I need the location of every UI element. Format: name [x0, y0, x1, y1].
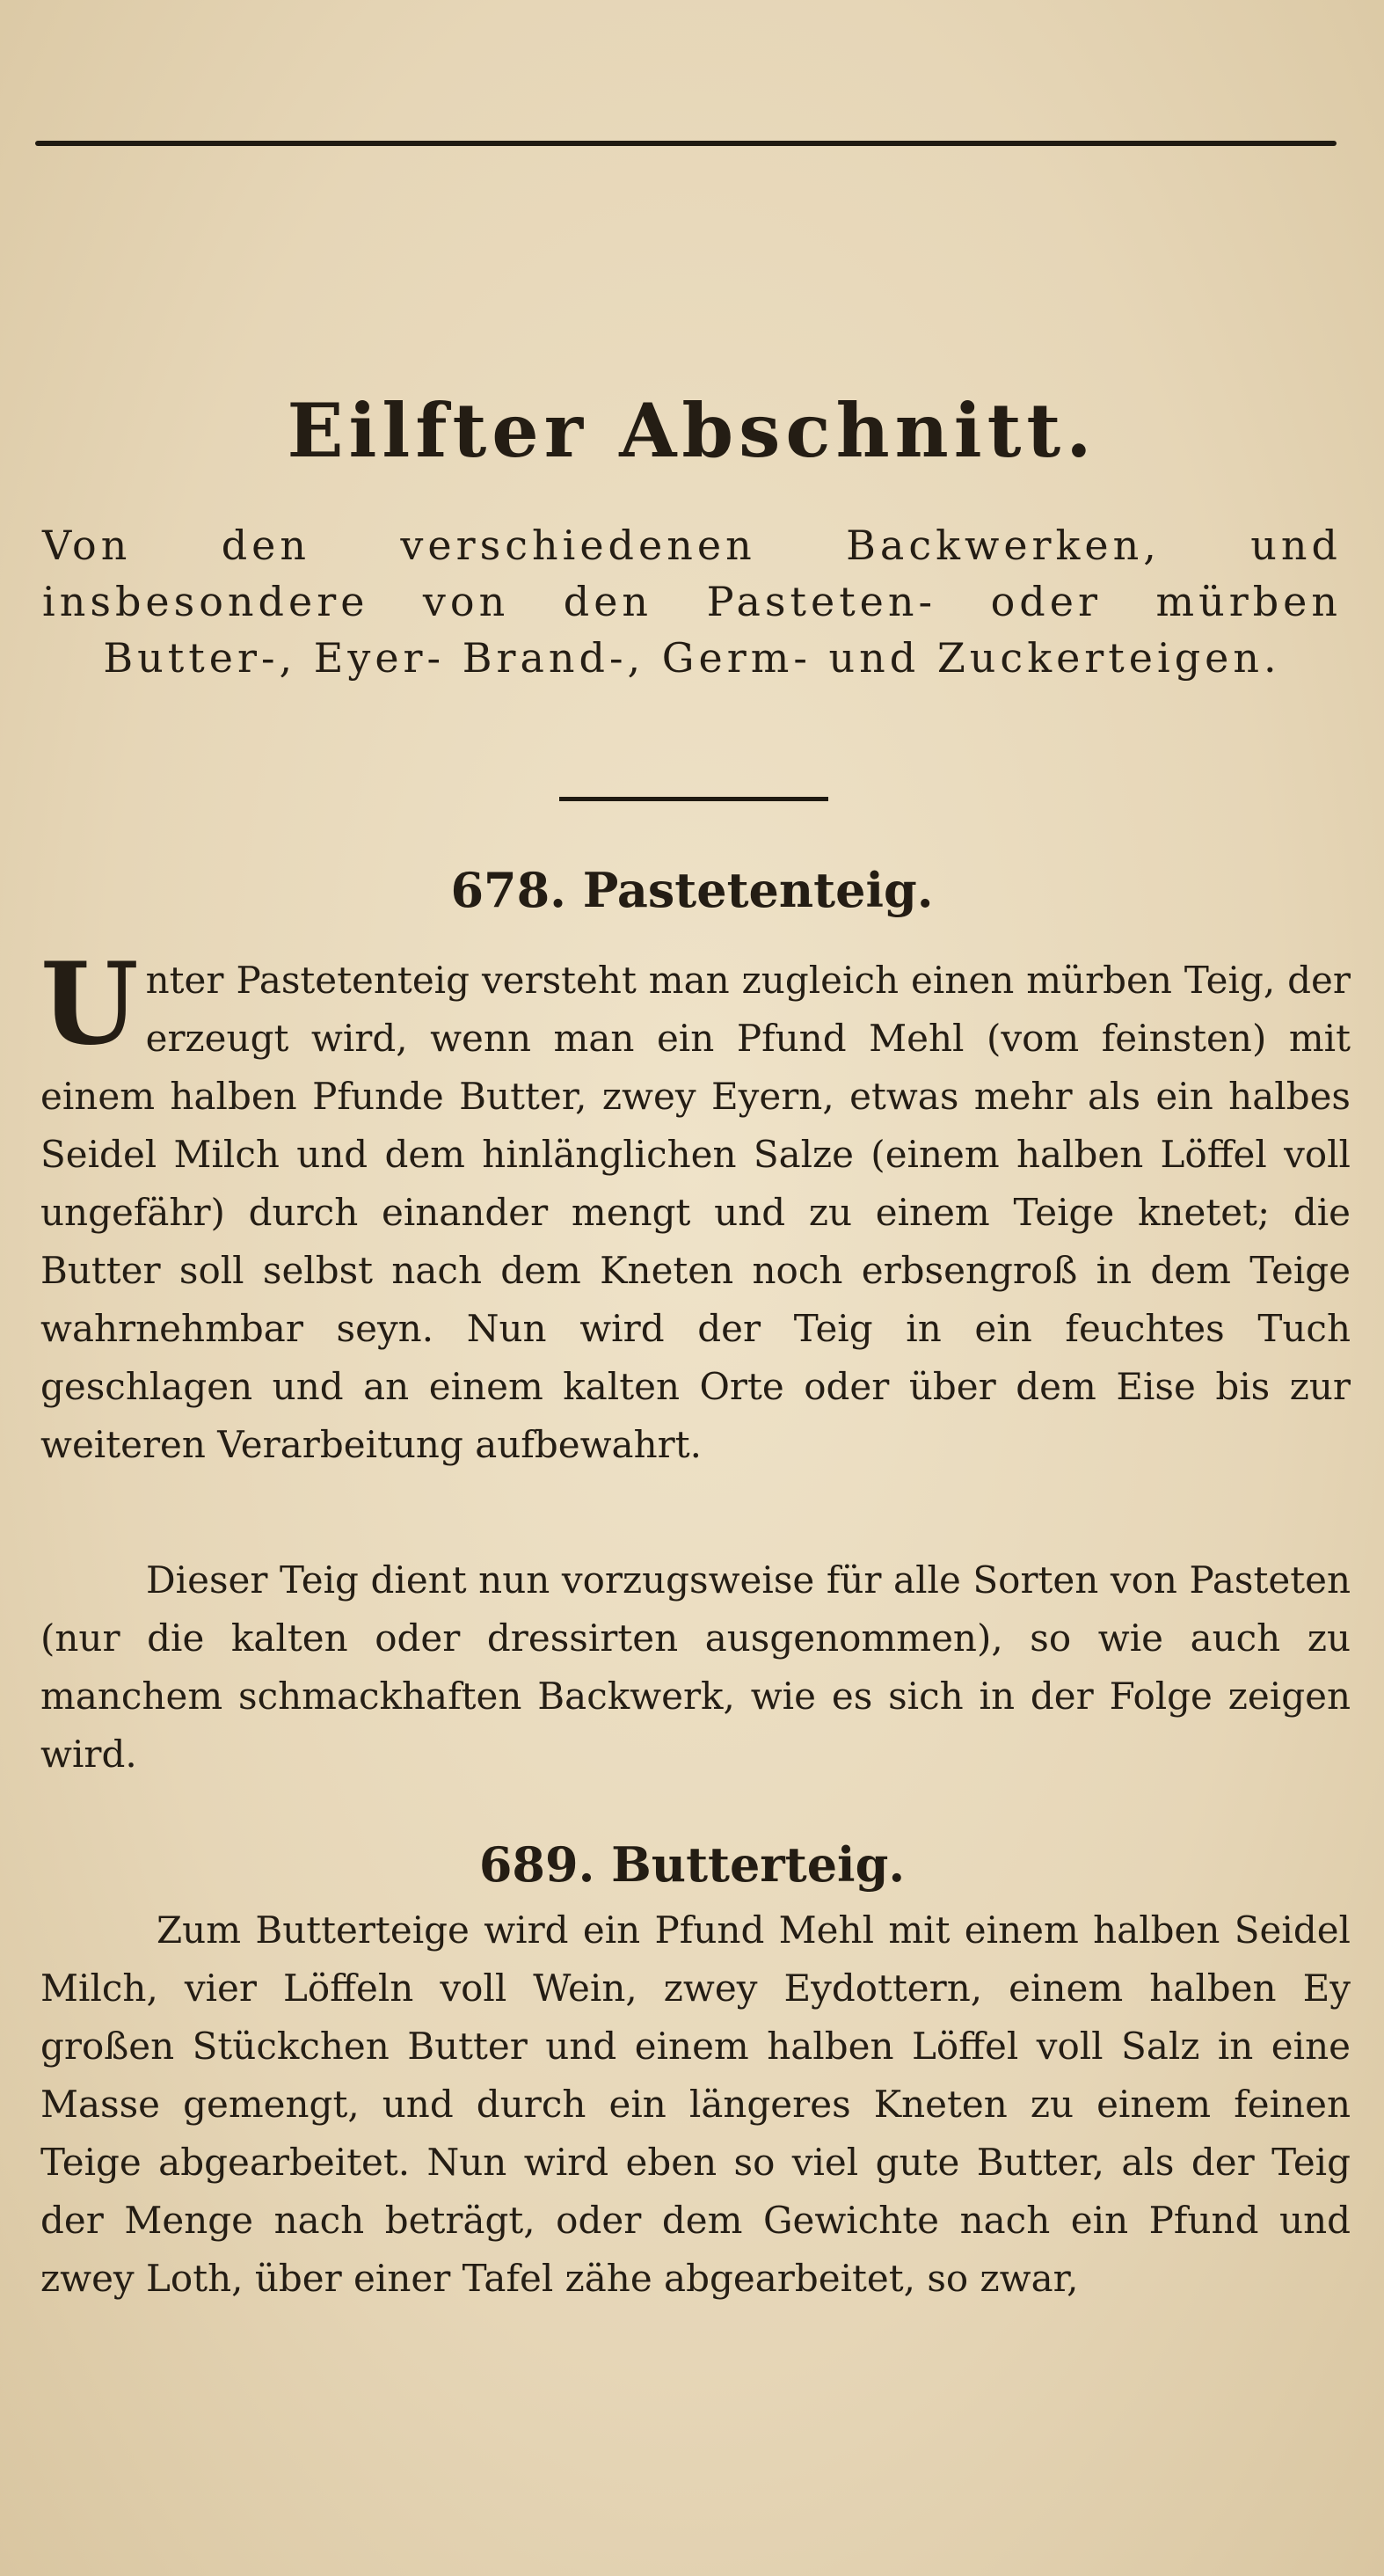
header-rule: [35, 141, 1337, 146]
section-heading-butterteig: 689. Butterteig.: [478, 1836, 906, 1893]
drop-cap: U: [40, 938, 139, 1070]
paragraph-butterteig-1: Zum Butterteige wird ein Pfund Mehl mit einem halben Seidel Milch, vier Löffeln voll Wein, zwey Eydottern, einem halben Ey großen Stückchen Butter und einem halben Löffel voll Salz in eine Masse gemengt, und durch ein längeres Kneten zu einem feinen Teige abgearbeitet. Nun wird eben so viel gute Butter, als der Teig der Menge nach beträgt, oder dem Gewichte nach ein Pfund und zwey Loth, über einer Tafel zähe abgearbeitet, so zwar,: [40, 1908, 1351, 2300]
chapter-subtitle: Von den verschiedenen Backwerken, und insbesondere von den Pasteten- oder mürben Butter-, Eyer- Brand-, Germ- und Zuckerteigen.: [42, 522, 1342, 682]
section-divider: [559, 797, 828, 801]
section-heading-pastetenteig: 678. Pastetenteig.: [450, 862, 934, 918]
paragraph-pastetenteig-2: Dieser Teig dient nun vorzugsweise für alle Sorten von Pasteten (nur die kalten oder dressirten ausgenommen), so wie auch zu manchem schmackhaften Backwerk, wie es sich in der Folge zeigen wird.: [40, 1558, 1351, 1776]
paragraph-text: nter Pastetenteig versteht man zugleich einen mürben Teig, der erzeugt wird, wenn man ein Pfund Mehl (vom feinsten) mit einem halben Pfunde Butter, zwey Eyern, etwas mehr als ein halbes Seidel Milch und dem hinlänglichen Salze (einem halben Löffel voll ungefähr) durch einander mengt und zu einem Teige knetet; die Butter soll selbst nach dem Kneten noch erbsengroß in dem Teige wahrnehmbar seyn. Nun wird der Teig in ein feuchtes Tuch geschlagen und an einem kalten Orte oder über dem Eise bis zur weiteren Verarbeitung aufbewahrt.: [40, 959, 1351, 1466]
chapter-title: Eilfter Abschnitt.: [287, 387, 1097, 474]
paragraph-pastetenteig-1: [40, 938, 1351, 1474]
